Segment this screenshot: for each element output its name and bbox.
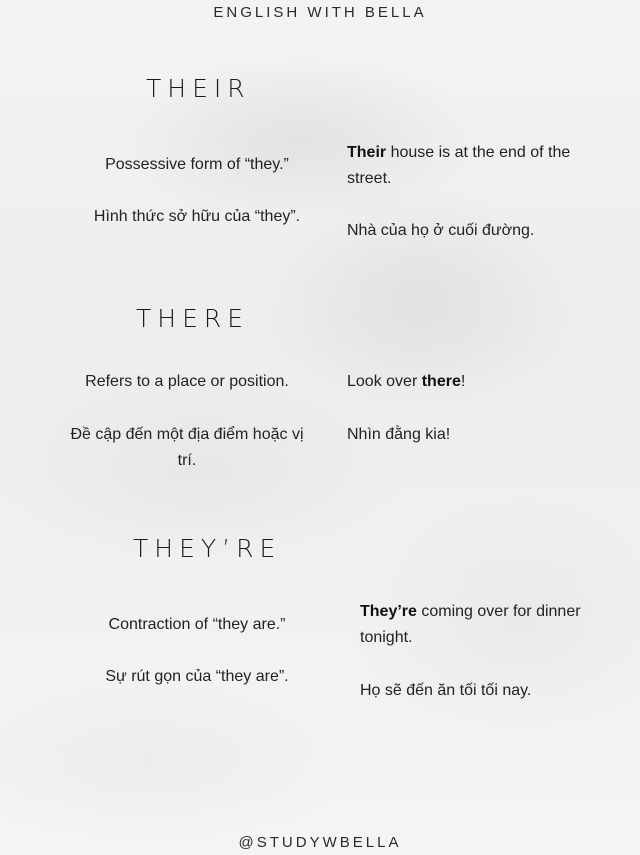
definition-en-there: Refers to a place or position. — [85, 373, 289, 390]
example-vi-there: Nhìn đằng kia! — [347, 426, 451, 443]
definition-vi-there: Đề cập đến một địa điểm hoặc vị trí. — [70, 426, 304, 469]
definition-en-their: Possessive form of “they.” — [105, 156, 289, 173]
example-vi-their: Nhà của họ ở cuối đường. — [347, 222, 535, 239]
definition-vi-theyre: Sự rút gọn của “they are”. — [105, 668, 289, 685]
example-bold-their: Their — [347, 144, 387, 161]
example-post-there: ! — [460, 373, 466, 390]
header-title: ENGLISH WITH BELLA — [213, 4, 427, 21]
definition-en-theyre: Contraction of “they are.” — [108, 616, 286, 633]
definition-vi-their: Hình thức sở hữu của “they”. — [93, 208, 301, 225]
example-en-their — [347, 140, 597, 192]
example-pre-there: Look over — [347, 373, 422, 390]
heading-theyre: THEY’RE — [133, 534, 282, 563]
example-bold-there: there — [421, 373, 461, 390]
footer-handle: @STUDYWBELLA — [238, 834, 402, 851]
example-en-there — [347, 369, 597, 395]
heading-their: THEIR — [146, 74, 251, 103]
example-vi-theyre: Họ sẽ đến ăn tối tối nay. — [360, 682, 532, 699]
heading-there: THERE — [136, 304, 250, 333]
example-en-theyre — [360, 599, 600, 651]
example-bold-theyre: They’re — [360, 603, 417, 620]
example-rest-their: house is at the end of the street. — [347, 144, 571, 187]
example-rest-theyre: coming over for dinner tonight. — [360, 603, 581, 646]
